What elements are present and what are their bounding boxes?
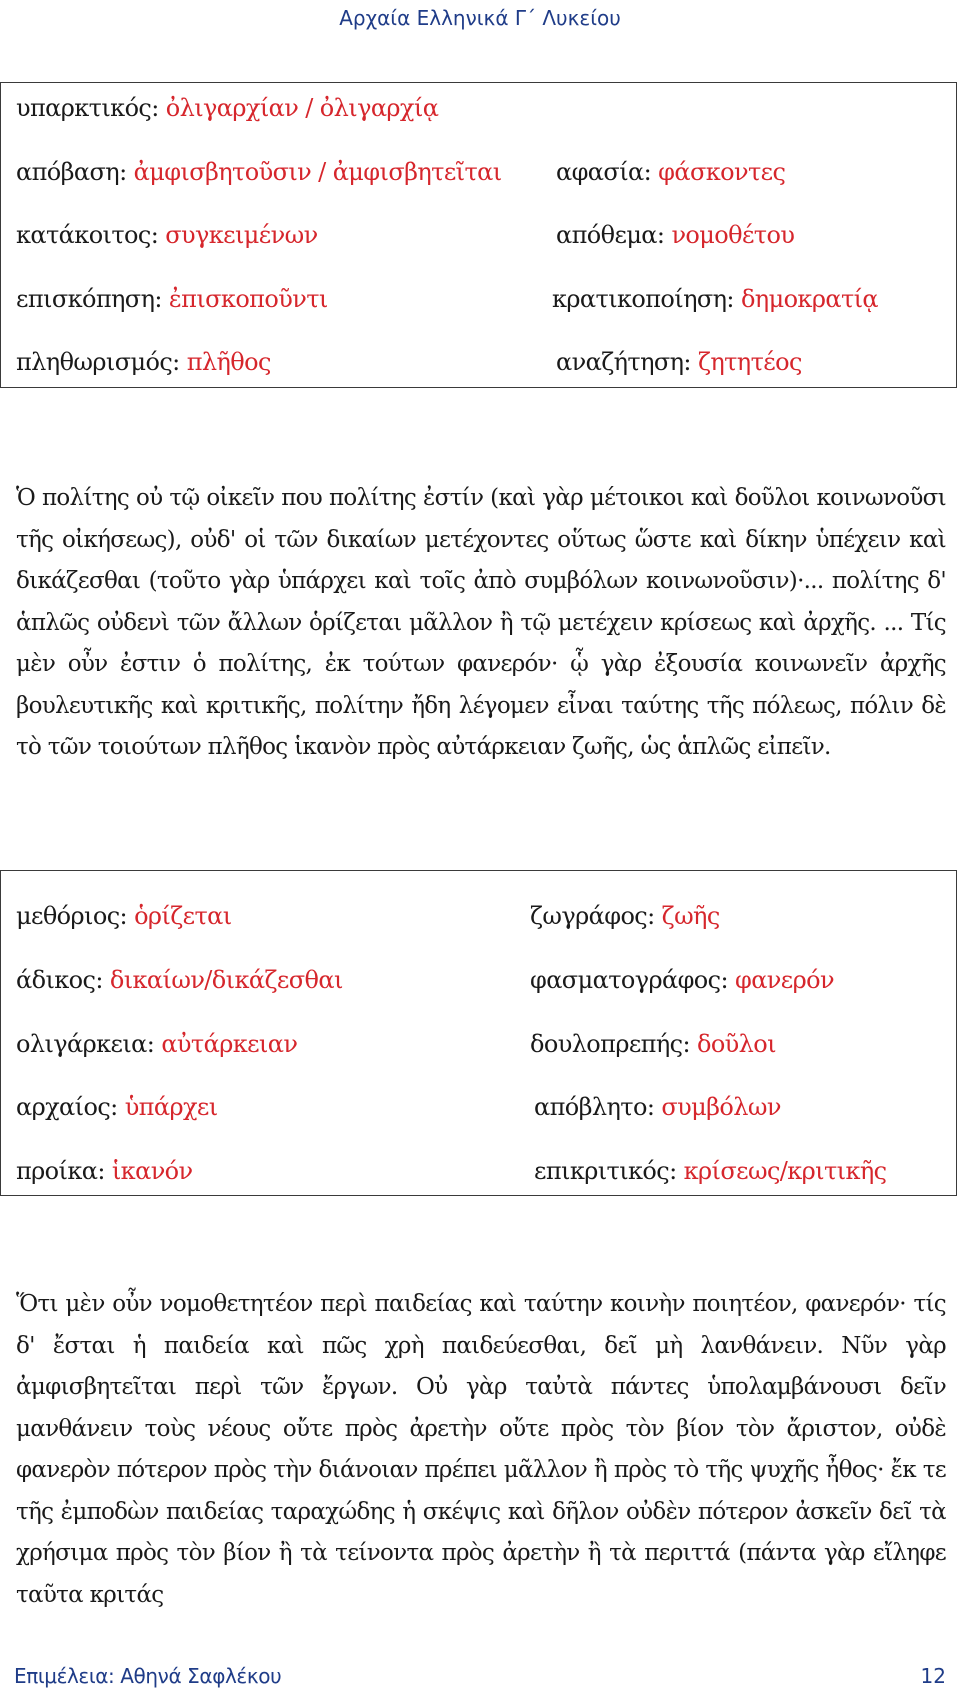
footer-editor: Επιμέλεια: Αθηνά Σαφλέκου: [14, 1664, 282, 1688]
vocab-row: [16, 215, 318, 255]
vocab-row: [556, 215, 794, 255]
vocab-row: [16, 152, 502, 192]
vocab-words: ζωῆς: [661, 902, 720, 930]
vocab-label: μεθόριος:: [16, 902, 128, 930]
vocab-row: [16, 1087, 218, 1127]
vocab-words: ἱκανόν: [111, 1157, 193, 1185]
vocab-label: ολιγάρκεια:: [16, 1030, 155, 1058]
vocab-label: κατάκοιτος:: [16, 221, 159, 249]
vocab-label: απόβαση:: [16, 158, 127, 186]
vocab-row: [530, 1024, 776, 1064]
ancient-text-passage-2: Ὅτι μὲν οὖν νομοθετητέον περὶ παιδείας καὶ ταύτην κοινὴν ποιητέον, φανερόν· τίς δ' ἔσται ἡ παιδεία καὶ πῶς χρὴ παιδεύεσθαι, δεῖ μὴ λανθάνειν. Νῦν γὰρ ἀμφισβητεῖται περὶ τῶν ἔργων. Οὐ γὰρ ταὐτὰ πάντες ὑπολαμβάνουσι δεῖν μανθάνειν τοὺς νέους οὔτε πρὸς ἀρετὴν οὔτε πρὸς τὸν βίον τὸν ἄριστον, οὐδὲ φανερὸν πότερον πρὸς τὴν διάνοιαν πρέπει μᾶλλον ἢ πρὸς τὸ τῆς ψυχῆς ἦθος· ἔκ τε τῆς ἐμποδὼν παιδείας ταραχώδης ἡ σκέψις καὶ δῆλον οὐδὲν πότερον ἀσκεῖν δεῖ τὰ χρήσιμα πρὸς τὸν βίον ἢ τὰ τείνοντα πρὸς ἀρετὴν ἢ τὰ περιττά (πάντα γὰρ εἴληφε ταῦτα κριτάς: [16, 1291, 946, 1608]
vocab-words: κρίσεως/κριτικῆς: [683, 1157, 887, 1185]
vocab-words: ὑπάρχει: [124, 1093, 218, 1121]
vocab-label: αφασία:: [556, 158, 652, 186]
vocab-row: [556, 342, 802, 382]
vocab-words: συμβόλων: [661, 1093, 781, 1121]
vocab-label: απόθεμα:: [556, 221, 665, 249]
vocab-words: ζητητέος: [697, 348, 802, 376]
vocab-row: [16, 1151, 193, 1191]
vocab-words: ὀλιγαρχίαν / ὀλιγαρχίᾳ: [165, 94, 439, 122]
vocab-words: δοῦλοι: [696, 1030, 776, 1058]
vocab-words: πλῆθος: [186, 348, 271, 376]
vocab-row: [552, 279, 878, 319]
vocab-label: προίκα:: [16, 1157, 105, 1185]
vocab-label: αρχαίος:: [16, 1093, 118, 1121]
ancient-text-passage-1: Ὁ πολίτης οὐ τῷ οἰκεῖν που πολίτης ἐστίν (καὶ γὰρ μέτοικοι καὶ δοῦλοι κοινωνοῦσι τῆς οἰκήσεως), οὐδ' οἱ τῶν δικαίων μετέχοντες οὕτως ὥστε καὶ δίκην ὑπέχειν καὶ δικάζεσθαι (τοῦτο γὰρ ὑπάρχει καὶ τοῖς ἀπὸ συμβόλων κοινωνοῦσιν)·... πολίτης δ' ἁπλῶς οὐδενὶ τῶν ἄλλων ὁρίζεται μᾶλλον ἢ τῷ μετέχειν κρίσεως καὶ ἀρχῆς. ... Τίς μὲν οὖν ἐστιν ὁ πολίτης, ἐκ τούτων φανερόν· ᾧ γὰρ ἐξουσία κοινωνεῖν ἀρχῆς βουλευτικῆς καὶ κριτικῆς, πολίτην ἤδη λέγομεν εἶναι ταύτης τῆς πόλεως, πόλιν δὲ τὸ τῶν τοιούτων πλῆθος ἱκανὸν πρὸς αὐτάρκειαν ζωῆς, ὡς ἁπλῶς εἰπεῖν.: [16, 485, 946, 760]
vocab-label: επισκόπηση:: [16, 285, 162, 313]
vocab-label: άδικος:: [16, 966, 103, 994]
vocab-label: επικριτικός:: [534, 1157, 677, 1185]
vocab-row: [16, 960, 343, 1000]
vocab-label: δουλοπρεπής:: [530, 1030, 690, 1058]
vocab-words: αὐτάρκειαν: [161, 1030, 298, 1058]
vocab-label: πληθωρισμός:: [16, 348, 180, 376]
vocab-label: ζωγράφος:: [530, 902, 655, 930]
vocab-row: [16, 1024, 297, 1064]
vocab-row: [16, 342, 271, 382]
vocab-words: ὁρίζεται: [134, 902, 232, 930]
vocab-row: [534, 1087, 781, 1127]
vocab-row: [16, 279, 328, 319]
vocab-label: αναζήτηση:: [556, 348, 691, 376]
vocab-words: δημοκρατίᾳ: [740, 285, 879, 313]
page-header: Αρχαία Ελληνικά Γ΄ Λυκείου: [339, 6, 621, 30]
vocab-row: [534, 1151, 887, 1191]
vocab-row: [556, 152, 785, 192]
page-number: 12: [920, 1664, 946, 1688]
vocab-words: φάσκοντες: [658, 158, 786, 186]
vocab-words: συγκειμένων: [165, 221, 318, 249]
vocab-words: φανερόν: [735, 966, 834, 994]
vocab-label: φασματογράφος:: [530, 966, 728, 994]
vocab-row: [530, 960, 834, 1000]
vocab-label: κρατικοποίηση:: [552, 285, 734, 313]
vocab-words: δικαίων/δικάζεσθαι: [109, 966, 343, 994]
vocab-row: [530, 896, 720, 936]
vocab-words: ἐπισκοποῦντι: [168, 285, 328, 313]
vocab-label: υπαρκτικός:: [16, 94, 159, 122]
vocab-words: νομοθέτου: [671, 221, 795, 249]
vocab-words: ἀμφισβητοῦσιν / ἀμφισβητεῖται: [133, 158, 502, 186]
vocab-row: [16, 896, 232, 936]
vocab-label: απόβλητο:: [534, 1093, 655, 1121]
vocab-row: [16, 88, 438, 128]
